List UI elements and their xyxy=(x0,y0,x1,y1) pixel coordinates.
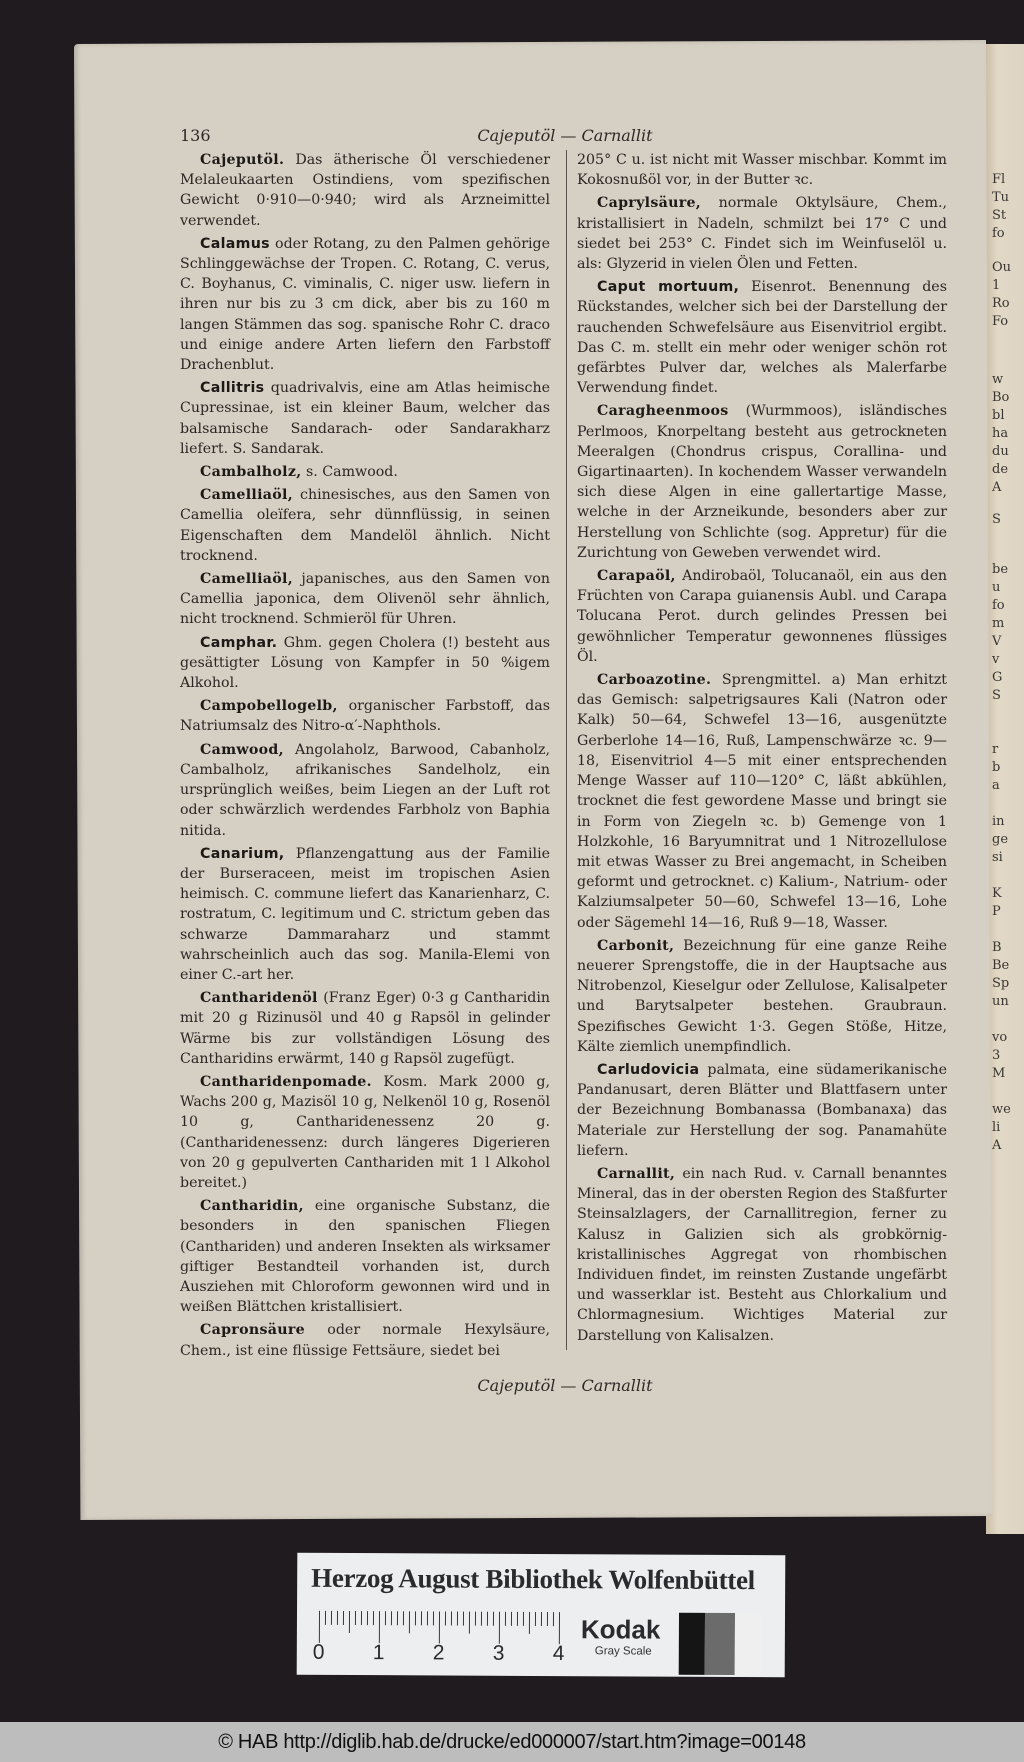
next-page-text-fragment: P xyxy=(992,904,1001,919)
entry-headword: Camphar. xyxy=(200,634,278,651)
entry-headword: Carludovicia xyxy=(597,1061,700,1078)
entry-definition: oder Rotang, zu den Palmen gehörige Schlinggewächse der Tropen. C. Rotang, C. verus, C. Boyhanus, C. viminalis, C. niger usw. liefern in ihren nur bis zu 3 cm dick, aber bis zu 160 m langen Stämmen das sog. spanische Rohr C. draco und einige andere Arten liefern den Farbstoff Drachenblut. xyxy=(180,235,550,374)
dictionary-entry xyxy=(577,193,947,274)
entry-definition: Bezeichnung für eine ganze Reihe neuerer Sprengstoffe, die in der Hauptsache aus Nitrobenzol, Kieselgur oder Zellulose, Kalisalpeter und Barytsalpeter bestehen. Graubraun. Spezifisches Gewicht 1·3. Gegen Stöße, Hitze, Kälte ziemlich unempfindlich. xyxy=(577,937,947,1055)
entry-definition: japanisches, aus den Samen von Camellia japonica, dem Olivenöl sehr ähnlich, nicht trocknend. Schmieröl für Uhren. xyxy=(180,571,550,628)
entry-headword: Calamus xyxy=(200,235,270,252)
ruler-tick xyxy=(403,1611,404,1625)
entry-headword: Cantharidin, xyxy=(200,1198,304,1215)
copyright-link[interactable]: © HAB http://diglib.hab.de/drucke/ed000007/start.htm?image=00148 xyxy=(218,1730,806,1753)
next-page-text-fragment: r xyxy=(992,742,999,757)
ruler-tick xyxy=(415,1611,416,1625)
ruler-tick xyxy=(331,1611,332,1625)
ruler-tick xyxy=(319,1611,320,1643)
next-page-text-fragment: Ou xyxy=(992,260,1012,275)
ruler-label: 4 xyxy=(552,1642,565,1666)
next-page-text-fragment: K xyxy=(992,886,1002,901)
left-column xyxy=(180,150,550,1364)
entry-headword: Caput mortuum, xyxy=(597,279,740,296)
entry-headword: Canarium, xyxy=(200,845,285,862)
entry-definition: chinesisches, aus den Samen von Camellia oleïfera, sehr dünnflüssig, in seinen Eigenschaften dem Mandelöl ähnlich. Nicht trocknend. xyxy=(180,487,550,564)
entry-definition: Pflanzengattung aus der Familie der Burseraceen, meist im tropischen Asien heimisch. C. commune liefert das Kanarienharz, C. rostratum, C. legitimum und C. strictum geben das schwarze Dammaraharz und stammt wahrscheinlich auch das sog. Manila-Elemi von einer C.-art her. xyxy=(180,845,550,983)
ruler-tick xyxy=(475,1612,476,1626)
next-page-text-fragment: be xyxy=(992,562,1009,577)
entry-definition: Kosm. Mark 2000 g, Wachs 200 g, Mazisöl 10 g, Nelkenöl 10 g, Rosenöl 10 g, Cantharidenessenz 20 g. (Cantharidenessenz: durch längeres Digerieren von 20 g gepulverten Canthariden mit 1 l Alkohol bereitet.) xyxy=(180,1073,550,1191)
entry-definition: Ghm. gegen Cholera (!) besteht aus gesättigter Lösung von Kampfer in 50 %igem Alkohol. xyxy=(180,634,550,692)
kodak-logo: Kodak xyxy=(580,1614,661,1645)
next-page-text-fragment: fo xyxy=(992,226,1005,241)
dictionary-entry xyxy=(180,378,550,459)
ruler-label: 2 xyxy=(432,1641,445,1665)
ruler-tick xyxy=(517,1612,518,1626)
entry-definition: Eisenrot. Benennung des Rückstandes, welcher sich bei der Darstellung der rauchenden Schwefelsäure aus Eisenvitriol ergibt. Das C. m. stellt ein mehr oder weniger schön rot gefärbtes Pulver dar, welches als Malerfarbe Verwendung findet. xyxy=(577,279,947,397)
ruler-tick xyxy=(337,1611,338,1625)
ruler-tick xyxy=(529,1612,530,1634)
ruler-tick xyxy=(445,1611,446,1625)
ruler-tick xyxy=(553,1612,554,1626)
next-page-text-fragment: Bo xyxy=(992,390,1010,405)
entry-headword: Camelliaöl, xyxy=(200,571,293,588)
ruler-tick xyxy=(421,1611,422,1625)
entry-headword: Cambalholz, xyxy=(200,464,302,481)
dictionary-entry xyxy=(577,1060,947,1161)
next-page-text-fragment: A xyxy=(992,1138,1002,1153)
ruler-tick xyxy=(409,1611,410,1633)
ruler-tick xyxy=(367,1611,368,1625)
next-page-text-fragment: li xyxy=(992,1120,1001,1135)
next-page-text-fragment: M xyxy=(992,1066,1006,1081)
ruler-tick xyxy=(433,1611,434,1625)
ruler-tick xyxy=(379,1611,380,1643)
next-page-text-fragment: fo xyxy=(992,598,1005,613)
right-column xyxy=(577,150,947,1349)
next-page-text-fragment: ge xyxy=(992,832,1009,847)
ruler-tick xyxy=(349,1611,350,1633)
ruler-tick xyxy=(427,1611,428,1625)
next-page-text-fragment: w xyxy=(992,372,1004,387)
entry-headword: Carboazotine. xyxy=(597,672,712,689)
next-page-text-fragment: bl xyxy=(992,408,1005,423)
next-page-text-fragment: vo xyxy=(992,1030,1008,1045)
dictionary-entry xyxy=(180,485,550,566)
ruler-labels xyxy=(311,1641,571,1668)
ruler-tick xyxy=(469,1612,470,1634)
ruler-tick xyxy=(541,1612,542,1626)
ruler-tick xyxy=(355,1611,356,1625)
next-page-text-fragment: si xyxy=(992,850,1003,865)
dictionary-entry xyxy=(180,462,550,482)
dictionary-entry xyxy=(180,740,550,841)
entry-definition: eine organische Substanz, die besonders in den spanischen Fliegen (Canthariden) und anderen Insekten als wirksamer giftiger Bestandteil vorhanden ist, durch Ausziehen mit Chloroform gewonnen wird und in weißen Blättchen kristallisiert. xyxy=(180,1198,550,1316)
entry-definition: Angolaholz, Barwood, Cabanholz, Cambalholz, afrikanisches Sandelholz, ein ursprünglich weißes, beim Liegen an der Luft rot oder schwärzlich werdendes Farbholz von Baphia nitida. xyxy=(180,741,550,839)
next-page-text-fragment: Be xyxy=(992,958,1010,973)
next-page-text-fragment: St xyxy=(992,208,1007,223)
ruler-tick xyxy=(535,1612,536,1626)
entry-headword: Camelliaöl, xyxy=(200,487,293,504)
entry-definition: s. Camwood. xyxy=(301,464,398,481)
ruler-tick xyxy=(481,1612,482,1626)
ruler-tick xyxy=(505,1612,506,1626)
entry-definition: (Franz Eger) 0·3 g Cantharidin mit 20 g Rizinusöl und 40 g Rapsöl in gelinder Wärme bis zur vollständigen Lösung des Cantharidins erwärmt, 140 g Rapsöl zugefügt. xyxy=(180,990,550,1067)
entry-headword: Camwood, xyxy=(200,741,284,758)
entry-headword: Caprylsäure, xyxy=(597,195,702,212)
gray-swatch xyxy=(705,1613,735,1675)
gray-swatch xyxy=(735,1613,762,1675)
entry-definition: organischer Farbstoff, das Natriumsalz des Nitro-α′-Naphthols. xyxy=(180,698,550,735)
ruler-tick xyxy=(373,1611,374,1625)
dictionary-entry xyxy=(180,633,550,694)
entry-headword: Carbonit, xyxy=(597,937,675,954)
entry-headword: Campobellogelb, xyxy=(200,698,338,715)
next-page-text-fragment: Tu xyxy=(992,190,1010,205)
entry-definition: palmata, eine südamerikanische Pandanusart, deren Blätter und Blattfasern unter der Bezeichnung Bombanassa (Bombanaxa) das Materiale zur Herstellung der sog. Panamahüte liefern. xyxy=(577,1061,947,1159)
ruler-tick xyxy=(397,1611,398,1625)
footer-bar xyxy=(0,1722,1024,1762)
next-page-text-fragment: 3 xyxy=(992,1048,1001,1063)
running-foot: Cajeputöl — Carnallit xyxy=(477,1376,653,1395)
entry-headword: Callitris xyxy=(200,380,265,397)
next-page-text-fragment: in xyxy=(992,814,1005,829)
gray-swatch xyxy=(679,1613,705,1675)
next-page-text-fragment: S xyxy=(992,688,1001,703)
entry-headword: Carnallit, xyxy=(597,1165,676,1182)
entry-definition: (Wurmmoos), isländisches Perlmoos, Knorpeltang besteht aus getrockneten Meeralgen (Chondrus crispus, Corallina- und Gigartinaarten). In kochendem Wasser verwandeln sich diese Algen in eine gallertartige Masse, welche in der Arzneikunde, besonders aber zur Herstellung von Schlichte (sog. Appretur) für die Zurichtung von Geweben verwendet wird. xyxy=(577,403,947,561)
measurement-ruler xyxy=(319,1611,563,1644)
ruler-tick xyxy=(493,1612,494,1626)
dictionary-entry xyxy=(180,844,550,985)
ruler-tick xyxy=(439,1611,440,1643)
column-divider xyxy=(566,150,567,1350)
next-page-text-fragment: Ro xyxy=(992,296,1010,311)
ruler-tick xyxy=(463,1612,464,1626)
library-name: Herzog August Bibliothek Wolfenbüttel xyxy=(311,1562,755,1596)
next-page-text-fragment: du xyxy=(992,444,1009,459)
entry-headword: Caragheenmoos xyxy=(597,403,729,420)
next-page-text-fragment: V xyxy=(992,634,1002,649)
ruler-tick xyxy=(547,1612,548,1626)
next-page-text-fragment: 1 xyxy=(992,278,1001,293)
entry-definition: 205° C u. ist nicht mit Wasser mischbar. Kommt im Kokosnußöl vor, in der Butter ꝛc. xyxy=(577,152,947,189)
dictionary-entry xyxy=(180,696,550,736)
ruler-tick xyxy=(325,1611,326,1625)
next-page-text-fragment: G xyxy=(992,670,1003,685)
entry-definition: normale Oktylsäure, Chem., kristallisiert in Nadeln, schmilzt bei 17° C und siedet bei 253° C. Findet sich im Weinfuselöl u. als: Glyzerid in vielen Ölen und Fetten. xyxy=(577,195,947,273)
color-calibration-card xyxy=(297,1553,786,1678)
page-number: 136 xyxy=(180,126,211,145)
entry-headword: Carapaöl, xyxy=(597,568,676,585)
dictionary-entry xyxy=(180,569,550,630)
next-page-text-fragment: u xyxy=(992,580,1001,595)
ruler-tick xyxy=(385,1611,386,1625)
next-page-text-fragment: A xyxy=(992,480,1002,495)
ruler-tick xyxy=(511,1612,512,1626)
running-head-title: Cajeputöl — Carnallit xyxy=(477,126,653,145)
dictionary-entry xyxy=(180,234,550,375)
next-page-text-fragment: we xyxy=(992,1102,1011,1117)
entry-definition: oder normale Hexylsäure, Chem., ist eine flüssige Fettsäure, siedet bei xyxy=(180,1322,550,1359)
ruler-tick xyxy=(361,1611,362,1625)
next-page-text-fragment: B xyxy=(992,940,1002,955)
entry-headword: Cantharidenöl xyxy=(200,990,318,1007)
next-page-text-fragment: a xyxy=(992,778,1000,793)
ruler-tick xyxy=(457,1612,458,1626)
ruler-label: 0 xyxy=(312,1640,325,1664)
dictionary-entry xyxy=(577,277,947,398)
ruler-tick xyxy=(451,1612,452,1626)
dictionary-entry xyxy=(577,1164,947,1346)
ruler-label: 1 xyxy=(372,1641,385,1665)
ruler-label: 3 xyxy=(492,1641,505,1665)
entry-definition: ein nach Rud. v. Carnall benanntes Mineral, das in der obersten Region des Staßfurter Steinsalzlagers, der Carnallitregion, ferner zu Kalusz in Galizien sich als grobkörnig-kristallinisches Aggregat von rhombischen Individuen findet, im reinsten Zustande ungefärbt und wasserklar ist. Besteht aus Chlorkalium und Chlormagnesium. Wichtiges Material zur Darstellung von Kalisalzen. xyxy=(577,1165,947,1344)
next-page-text-fragment: v xyxy=(992,652,1000,667)
next-page-text-fragment: S xyxy=(992,512,1001,527)
ruler-tick xyxy=(559,1612,560,1644)
dictionary-entry xyxy=(180,1072,550,1193)
gray-scale-label: Gray Scale xyxy=(594,1645,652,1658)
entry-definition: Das ätherische Öl verschiedener Melaleukaarten Ostindiens, vom spezifischen Gewicht 0·910—0·940; wird als Arzneimittel verwendet. xyxy=(180,152,550,229)
ruler-tick xyxy=(487,1612,488,1626)
next-page-text-fragment: de xyxy=(992,462,1009,477)
entry-definition: Sprengmittel. a) Man erhitzt das Gemisch: salpetrigsaures Kali (Natron oder Kalk) 50—64, Schwefel 13—16, ausgenützte Gerberlohe 14—16, Ruß, Lampenschwärze ꝛc. 9—18, Eisenvitriol 4—5 mit einer entsprechenden Menge Wasser auf 110—120° C, läßt abkühlen, trocknet die fest gewordene Masse und bringt sie in Form von Ziegeln ꝛc. b) Gemenge von 1 Holzkohle, 16 Baryumnitrat und 1 Nitrozellulose mit etwas Wasser zu Brei angemacht, in Scheiben geformt und getrocknet. c) Kalium-, Natrium- oder Kalziumsalpeter 50—60, Schwefel 13—16, Lohe oder Sägemehl 14—16, Ruß 9—18, Wasser. xyxy=(577,672,947,931)
next-page-text-fragment: un xyxy=(992,994,1009,1009)
entry-definition: quadrivalvis, eine am Atlas heimische Cupressinae, ist ein kleiner Baum, welcher das balsamische Sandarach- oder Sandarakharz liefert. S. Sandarak. xyxy=(180,380,550,457)
dictionary-entry xyxy=(180,150,550,231)
next-page-text-fragment: b xyxy=(992,760,1001,775)
next-page-text-fragment: ha xyxy=(992,426,1009,441)
ruler-tick xyxy=(523,1612,524,1626)
dictionary-entry xyxy=(180,1320,550,1360)
next-page-text-fragment: m xyxy=(992,616,1005,631)
dictionary-entry xyxy=(180,1196,550,1317)
ruler-tick xyxy=(499,1612,500,1644)
entry-headword: Capronsäure xyxy=(200,1322,305,1339)
running-head xyxy=(180,126,950,148)
entry-definition: Andirobaöl, Tolucanaöl, ein aus den Früchten von Carapa guianensis Aubl. und Carapa Tolucana Perot. durch gelindes Pressen bei gewöhnlicher Temperatur gewonnenes flüssiges Öl. xyxy=(577,568,947,665)
ruler-tick xyxy=(343,1611,344,1625)
dictionary-entry xyxy=(577,401,947,563)
dictionary-entry xyxy=(577,670,947,933)
dictionary-entry xyxy=(577,566,947,667)
dictionary-entry xyxy=(577,936,947,1057)
next-page-text-fragment: Fo xyxy=(992,314,1009,329)
dictionary-entry xyxy=(577,150,947,190)
entry-headword: Cajeputöl. xyxy=(200,152,285,168)
entry-headword: Cantharidenpomade. xyxy=(200,1073,372,1090)
next-page-edge xyxy=(986,44,1024,1534)
ruler-tick xyxy=(391,1611,392,1625)
dictionary-entry xyxy=(180,988,550,1069)
next-page-text-fragment: Fl xyxy=(992,172,1006,187)
next-page-text-fragment: Sp xyxy=(992,976,1010,991)
gray-scale-swatches xyxy=(679,1613,762,1675)
